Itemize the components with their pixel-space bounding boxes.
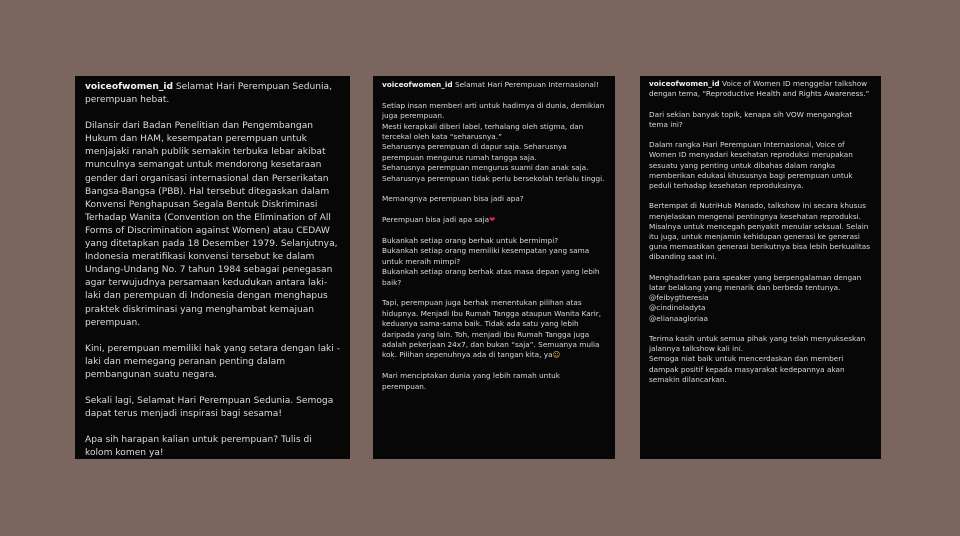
speaker-mention[interactable]: @cindinoladyta bbox=[649, 303, 706, 313]
username-link[interactable]: voiceofwomen_id bbox=[649, 79, 720, 88]
caption-line: Terima kasih untuk semua pihak yang telah menyukseskan jalannya talkshow kali ini. bbox=[649, 334, 866, 354]
caption-lead-text: Voice of Women ID menggelar talkshow dengan tema, “Reproductive Health and Rights Awareness.” bbox=[649, 79, 870, 99]
caption-line: Seharusnya perempuan tidak perlu bersekolah terlalu tinggi. bbox=[382, 173, 605, 183]
caption-lead bbox=[85, 81, 340, 107]
caption-paragraph: Memangnya perempuan bisa jadi apa? bbox=[382, 194, 524, 204]
caption-text: Tapi, perempuan juga berhak menentukan pilihan atas hidupnya. Menjadi Ibu Rumah Tangga ataupun Wanita Karir, keduanya sama-sama baik. Tidak ada satu yang lebih daripada yang lain. Toh, menjadi Ibu Rumah Tangga juga adalah pekerjaan 24x7, dan bukan “saja”. Semuanya mulia kok. Pilihan sepenuhnya ada di tangan kita, ya bbox=[382, 298, 602, 360]
caption-paragraph: Kini, perempuan memiliki hak yang setara dengan laki - laki dan memegang peranan penting dalam pembangunan suatu negara. bbox=[85, 343, 340, 380]
caption-paragraph bbox=[382, 215, 606, 225]
caption-line: Seharusnya perempuan di dapur saja. Seharusnya perempuan mengurus rumah tangga saja. bbox=[382, 142, 567, 162]
username-link[interactable]: voiceofwomen_id bbox=[85, 82, 173, 92]
caption-paragraph: Bertempat di NutriHub Manado, talkshow ini secara khusus menjelaskan mengenai pentingnya kesehatan reproduksi. Misalnya untuk mencegah penyakit menular seksual. Selain itu juga, untuk menjamin kehidupan generasi ke generasi guna memastikan generasi berikutnya bisa lebih berkualitas dibanding saat ini. bbox=[649, 201, 871, 262]
caption-lead bbox=[382, 80, 606, 90]
caption-lead-text: Selamat Hari Perempuan Internasional! bbox=[454, 80, 599, 89]
caption-paragraph: Dilansir dari Badan Penelitian dan Pengembangan Hukum dan HAM, kesempatan perempuan untuk menjajaki ranah publik semakin terbuka lebar akibat munculnya semangat untuk mendorong kesetaraan gender dari organisasi internasional dan Perserikatan Bangsa-Bangsa (PBB). Hal tersebut ditegaskan dalam Konvensi Penghapusan Segala Bentuk Diskriminasi Terhadap Wanita (Convention on the Elimination of All Forms of Discrimination against Women) atau CEDAW yang ditetapkan pada 18 Desember 1979. Selanjutnya, Indonesia meratifikasi konvensi tersebut ke dalam Undang-Undang No. 7 tahun 1984 sebagai penegasan agar terwujudnya persamaan kedudukan antara laki-laki dan perempuan di Indonesia dengan menghapus praktek diskriminasi yang menghambat kemajuan perempuan. bbox=[85, 121, 338, 328]
caption-line: Bukankah setiap orang berhak untuk bermimpi? bbox=[382, 236, 559, 246]
caption-line: Mesti kerapkali diberi label, terhalang oleh stigma, dan tercekal oleh kata “seharusnya.” bbox=[382, 121, 584, 142]
smiling-face-icon: ☺ bbox=[552, 350, 561, 360]
caption-paragraph: Sekali lagi, Selamat Hari Perempuan Sedunia. Semoga dapat terus menjadi inspirasi bagi sesama! bbox=[85, 395, 334, 420]
username-link[interactable]: voiceofwomen_id bbox=[382, 80, 453, 89]
caption-line: Bukankah setiap orang berhak atas masa depan yang lebih baik? bbox=[382, 267, 600, 287]
caption-line: Setiap insan memberi arti untuk hadirnya di dunia, demikian juga perempuan. bbox=[382, 100, 605, 121]
post-caption-panel-1 bbox=[75, 76, 350, 459]
post-caption-panel-2 bbox=[373, 76, 615, 459]
speaker-mention[interactable]: @feibygtheresia bbox=[649, 293, 709, 303]
post-caption-panel-3 bbox=[640, 76, 881, 459]
caption-paragraph: Dalam rangka Hari Perempuan Internasional, Voice of Women ID menyadari kesehatan reproduksi merupakan sesuatu yang penting untuk dibahas dalam rangka memberikan edukasi khususnya bagi perempuan untuk peduli terhadap kesehatan reproduksinya. bbox=[649, 140, 853, 190]
caption-paragraph: Mari menciptakan dunia yang lebih ramah untuk perempuan. bbox=[382, 371, 560, 391]
caption-paragraph: Dari sekian banyak topik, kenapa sih VOW mengangkat tema ini? bbox=[649, 109, 853, 129]
caption-text: Perempuan bisa jadi apa saja bbox=[382, 215, 490, 225]
speaker-mention[interactable]: @elianaagloriaa bbox=[649, 313, 708, 323]
caption-line: Bukankah setiap orang memiliki kesempatan yang sama untuk meraih mimpi? bbox=[382, 246, 590, 266]
caption-lead-text: Selamat Hari Perempuan Sedunia, perempuan hebat. bbox=[85, 82, 332, 106]
caption-paragraph: Apa sih harapan kalian untuk perempuan? Tulis di kolom komen ya! bbox=[85, 435, 312, 459]
caption-lead bbox=[649, 79, 872, 99]
caption-paragraph: Menghadirkan para speaker yang berpengalaman dengan latar belakang yang menarik dan berbeda tentunya. bbox=[649, 272, 862, 292]
heart-icon: ❤ bbox=[489, 215, 496, 225]
caption-paragraph bbox=[382, 298, 606, 360]
caption-line: Seharusnya perempuan mengurus suami dan anak saja. bbox=[382, 163, 589, 173]
caption-line: Semoga niat baik untuk mencerdaskan dan memberi dampak positif kepada masyarakat kedepannya akan semakin dilancarkan. bbox=[649, 354, 845, 384]
